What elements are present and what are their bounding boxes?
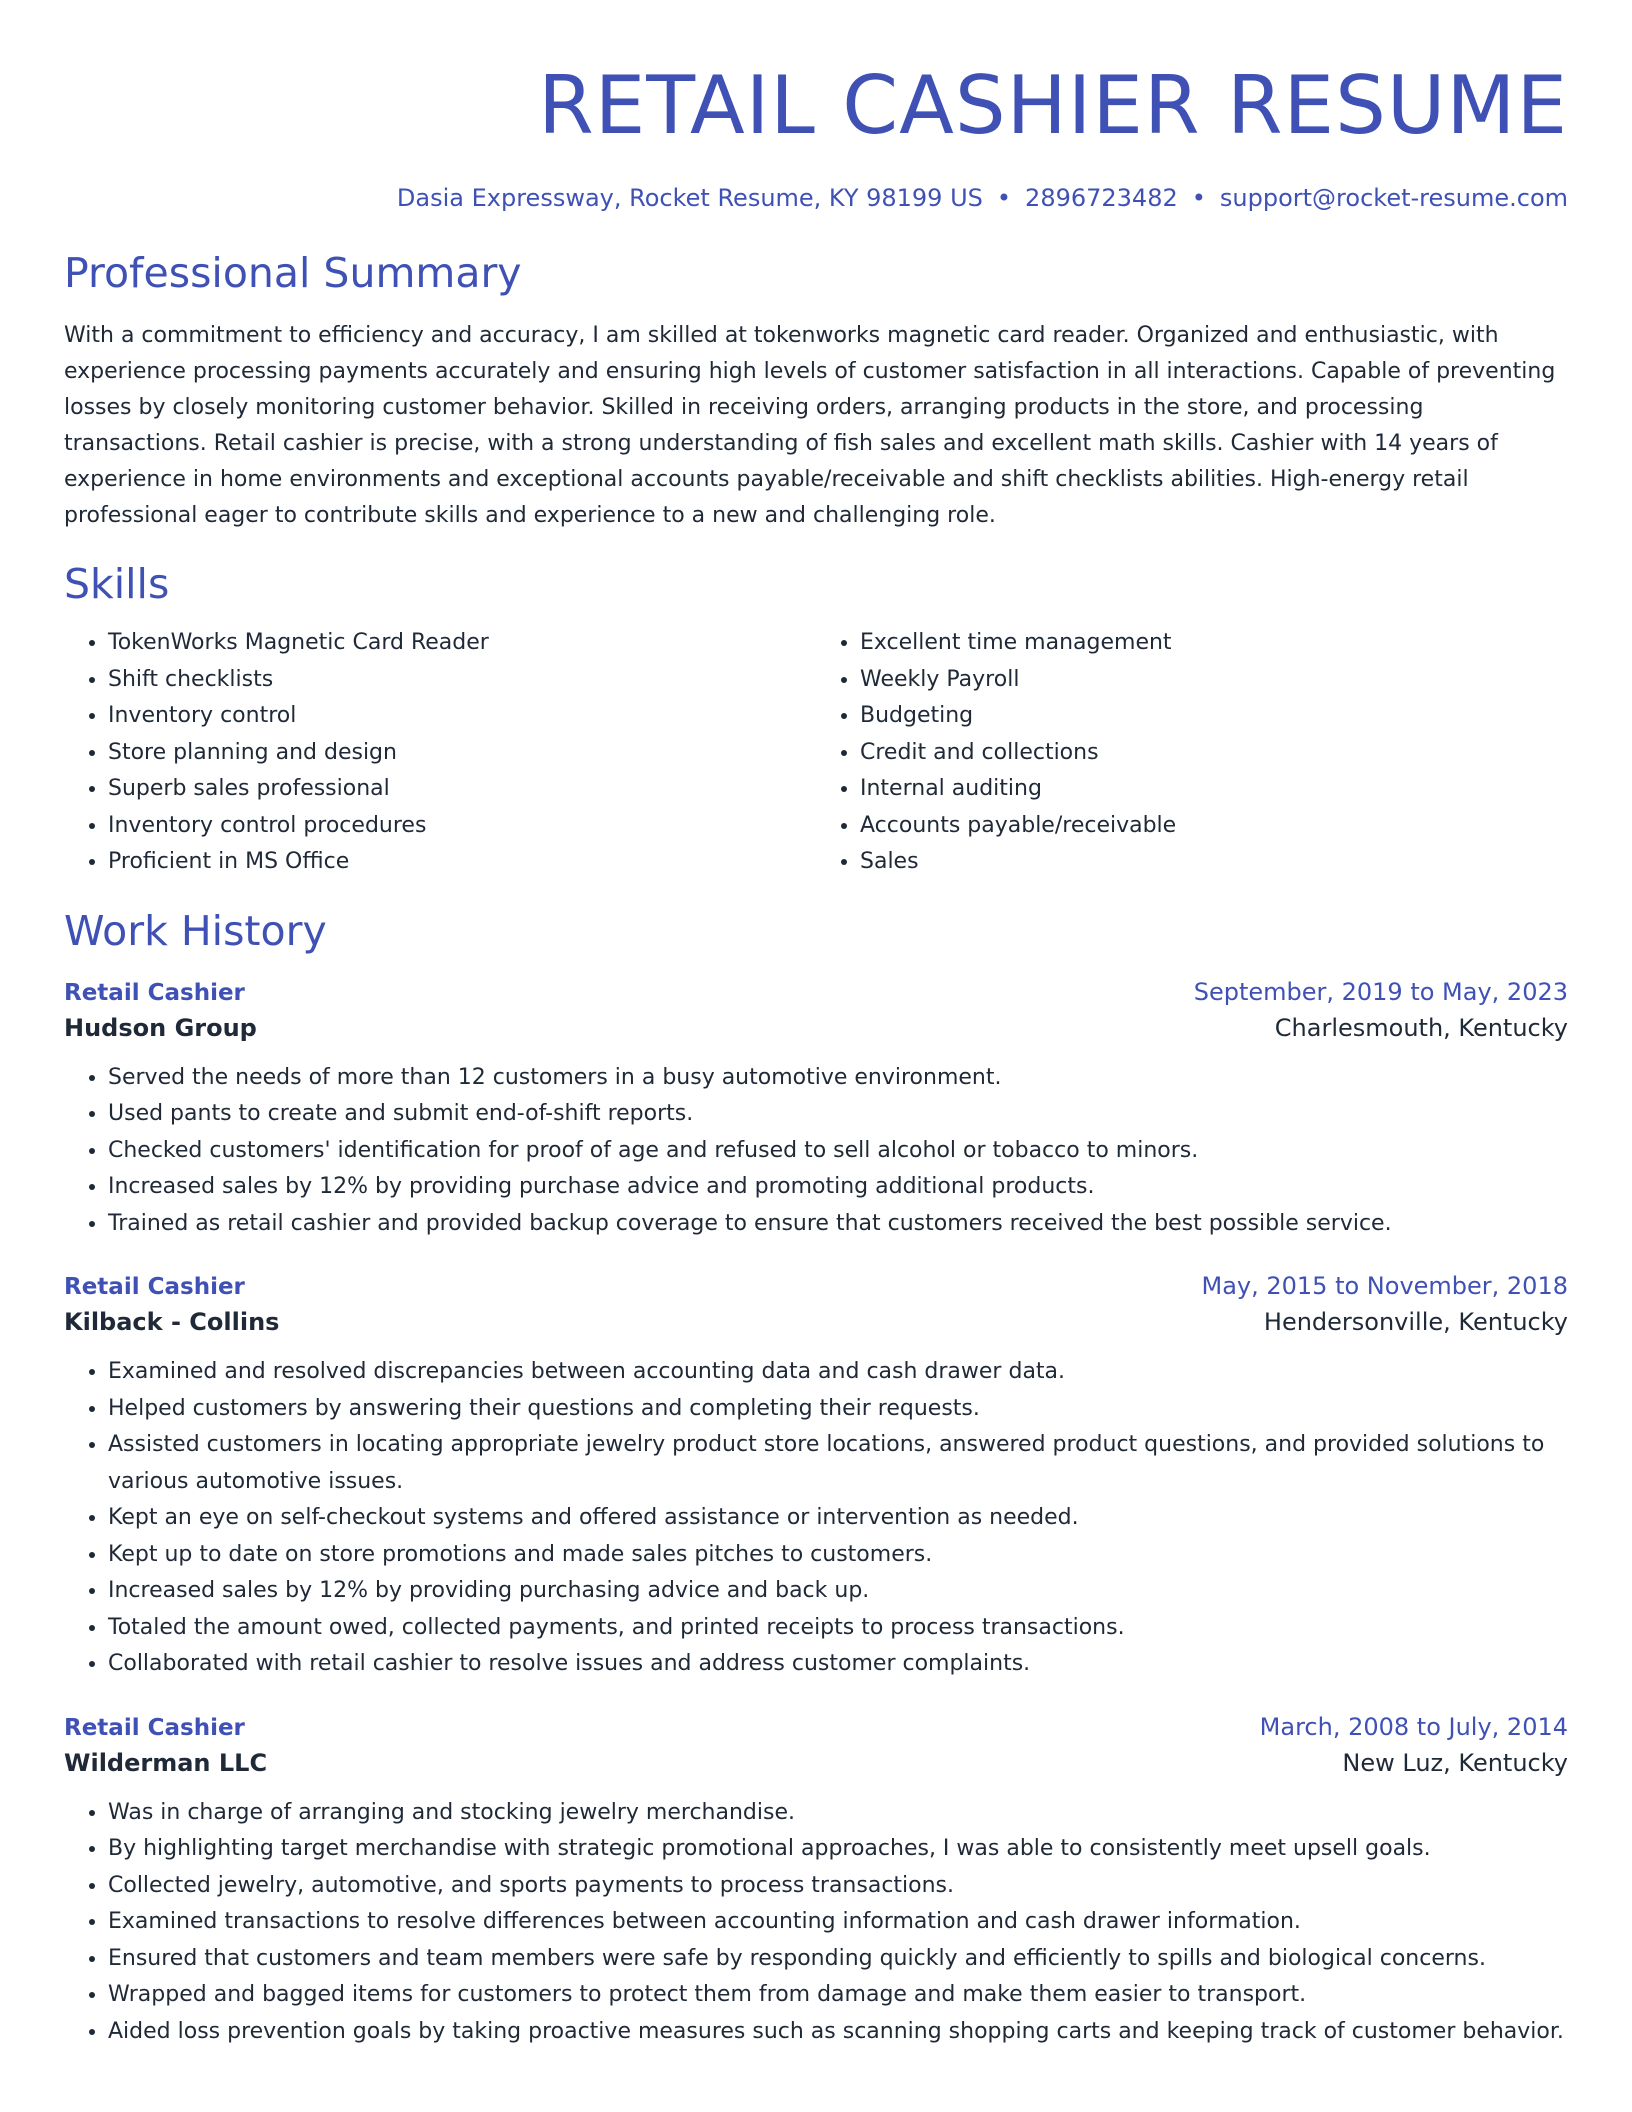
summary-text: With a commitment to efficiency and accuracy, I am skilled at tokenworks magnetic card reader. Organized and enthusiastic, with experience processing payments accurately and ensuring high levels of customer satisfaction in all interactions. Capable of preventing losses by closely monitoring customer behavior. Skilled in receiving orders, arranging products in the store, and processing transactions. Retail cashier is precise, with a strong understanding of fish sales and excellent math skills. Cashier with 14 years of experience in home environments and exceptional accounts payable/receivable and shift checklists abilities. High-energy retail professional eager to contribute skills and experience to a new and challenging role. <box>64 322 1556 528</box>
job-dates: March, 2008 to July, 2014 <box>1259 1712 1568 1741</box>
job-title: Retail Cashier <box>64 1714 245 1741</box>
job-company: Wilderman LLC <box>64 1748 268 1777</box>
job-bullet: • Served the needs of more than 12 customers in a busy automotive environment. <box>108 1060 1568 1097</box>
skill-item: • Store planning and design <box>108 735 816 772</box>
job-header <box>64 1713 1568 1741</box>
job-header <box>64 1272 1568 1300</box>
job-bullet: • Assisted customers in locating appropriate jewelry product store locations, answered product questions, and provided solutions to various automotive issues. <box>108 1427 1568 1500</box>
job-subheader <box>64 1749 1568 1777</box>
skill-item: • Inventory control <box>108 698 816 735</box>
job-dates: May, 2015 to November, 2018 <box>1201 1272 1568 1301</box>
job-header <box>64 978 1568 1006</box>
skill-item: • Accounts payable/receivable <box>860 808 1568 845</box>
job-location: Charlesmouth, Kentucky <box>1274 1013 1568 1042</box>
job-bullet: • Aided loss prevention goals by taking proactive measures such as scanning shopping carts and keeping track of customer behavior. <box>108 2014 1568 2051</box>
skills-section <box>64 560 1568 881</box>
resume-title: RETAIL CASHIER RESUME <box>538 59 1568 152</box>
skill-item: • Proficient in MS Office <box>108 844 816 881</box>
job-bullet: • Kept an eye on self-checkout systems and offered assistance or intervention as needed. <box>108 1500 1568 1537</box>
job-bullet: • Increased sales by 12% by providing purchase advice and promoting additional products. <box>108 1169 1568 1206</box>
job-bullet: • Checked customers' identification for proof of age and refused to sell alcohol or tobacco to minors. <box>108 1133 1568 1170</box>
contact-address: Dasia Expressway, Rocket Resume, KY 98199 US <box>396 184 983 212</box>
skill-item: • Internal auditing <box>860 771 1568 808</box>
job-bullet: • Increased sales by 12% by providing purchasing advice and back up. <box>108 1573 1568 1610</box>
skill-item: • Inventory control procedures <box>108 808 816 845</box>
skills-list-left <box>64 625 816 881</box>
resume-page <box>64 0 1568 2050</box>
skills-heading: Skills <box>64 559 170 608</box>
skills-list-right <box>816 625 1568 881</box>
job-bullet: • Examined transactions to resolve differences between accounting information and cash drawer information. <box>108 1904 1568 1941</box>
job-bullets <box>64 1795 1568 2051</box>
job-title: Retail Cashier <box>64 1274 245 1301</box>
job-subheader <box>64 1014 1568 1042</box>
skill-item: • Credit and collections <box>860 735 1568 772</box>
skills-columns <box>64 625 1568 881</box>
summary-section <box>64 249 1568 534</box>
skill-item: • Weekly Payroll <box>860 662 1568 699</box>
skill-item: • Sales <box>860 844 1568 881</box>
job-location: Hendersonville, Kentucky <box>1263 1308 1568 1337</box>
job-bullet: • Trained as retail cashier and provided backup coverage to ensure that customers received the best possible service. <box>108 1206 1568 1243</box>
job-bullet: • Collected jewelry, automotive, and sports payments to process transactions. <box>108 1868 1568 1905</box>
job-bullet: • Collaborated with retail cashier to resolve issues and address customer complaints. <box>108 1646 1568 1683</box>
job-bullet: • By highlighting target merchandise with strategic promotional approaches, I was able to consistently meet upsell goals. <box>108 1831 1568 1868</box>
skill-item: • Shift checklists <box>108 662 816 699</box>
job-bullet: • Used pants to create and submit end-of-shift reports. <box>108 1096 1568 1133</box>
job-subheader <box>64 1308 1568 1336</box>
job-entry <box>64 1713 1568 2051</box>
contact-separator: • <box>1191 184 1206 212</box>
job-bullet: • Was in charge of arranging and stocking jewelry merchandise. <box>108 1795 1568 1832</box>
contact-phone: 2896723482 <box>1025 184 1178 212</box>
contact-separator: • <box>996 184 1012 212</box>
job-entry <box>64 978 1568 1243</box>
job-bullets <box>64 1060 1568 1243</box>
skill-item: • Budgeting <box>860 698 1568 735</box>
job-bullet: • Totaled the amount owed, collected payments, and printed receipts to process transactions. <box>108 1610 1568 1647</box>
job-entry <box>64 1272 1568 1683</box>
job-bullet: • Examined and resolved discrepancies between accounting data and cash drawer data. <box>108 1354 1568 1391</box>
job-bullets <box>64 1354 1568 1683</box>
skill-item: • TokenWorks Magnetic Card Reader <box>108 625 816 662</box>
job-dates: September, 2019 to May, 2023 <box>1193 977 1568 1006</box>
job-bullet: • Kept up to date on store promotions and made sales pitches to customers. <box>108 1537 1568 1574</box>
work-history-section <box>64 907 1568 2051</box>
contact-email[interactable]: support@rocket-resume.com <box>1219 184 1568 212</box>
job-company: Kilback - Collins <box>64 1308 280 1337</box>
job-title: Retail Cashier <box>64 979 245 1006</box>
work-history-heading: Work History <box>64 906 327 955</box>
job-location: New Luz, Kentucky <box>1342 1748 1568 1777</box>
job-bullet: • Ensured that customers and team members were safe by responding quickly and efficiently to spills and biological concerns. <box>108 1941 1568 1978</box>
summary-heading: Professional Summary <box>64 248 522 297</box>
contact-line <box>64 184 1568 213</box>
job-bullet: • Helped customers by answering their questions and completing their requests. <box>108 1391 1568 1428</box>
job-company: Hudson Group <box>64 1013 257 1042</box>
skill-item: • Excellent time management <box>860 625 1568 662</box>
skill-item: • Superb sales professional <box>108 771 816 808</box>
job-bullet: • Wrapped and bagged items for customers to protect them from damage and make them easier to transport. <box>108 1977 1568 2014</box>
